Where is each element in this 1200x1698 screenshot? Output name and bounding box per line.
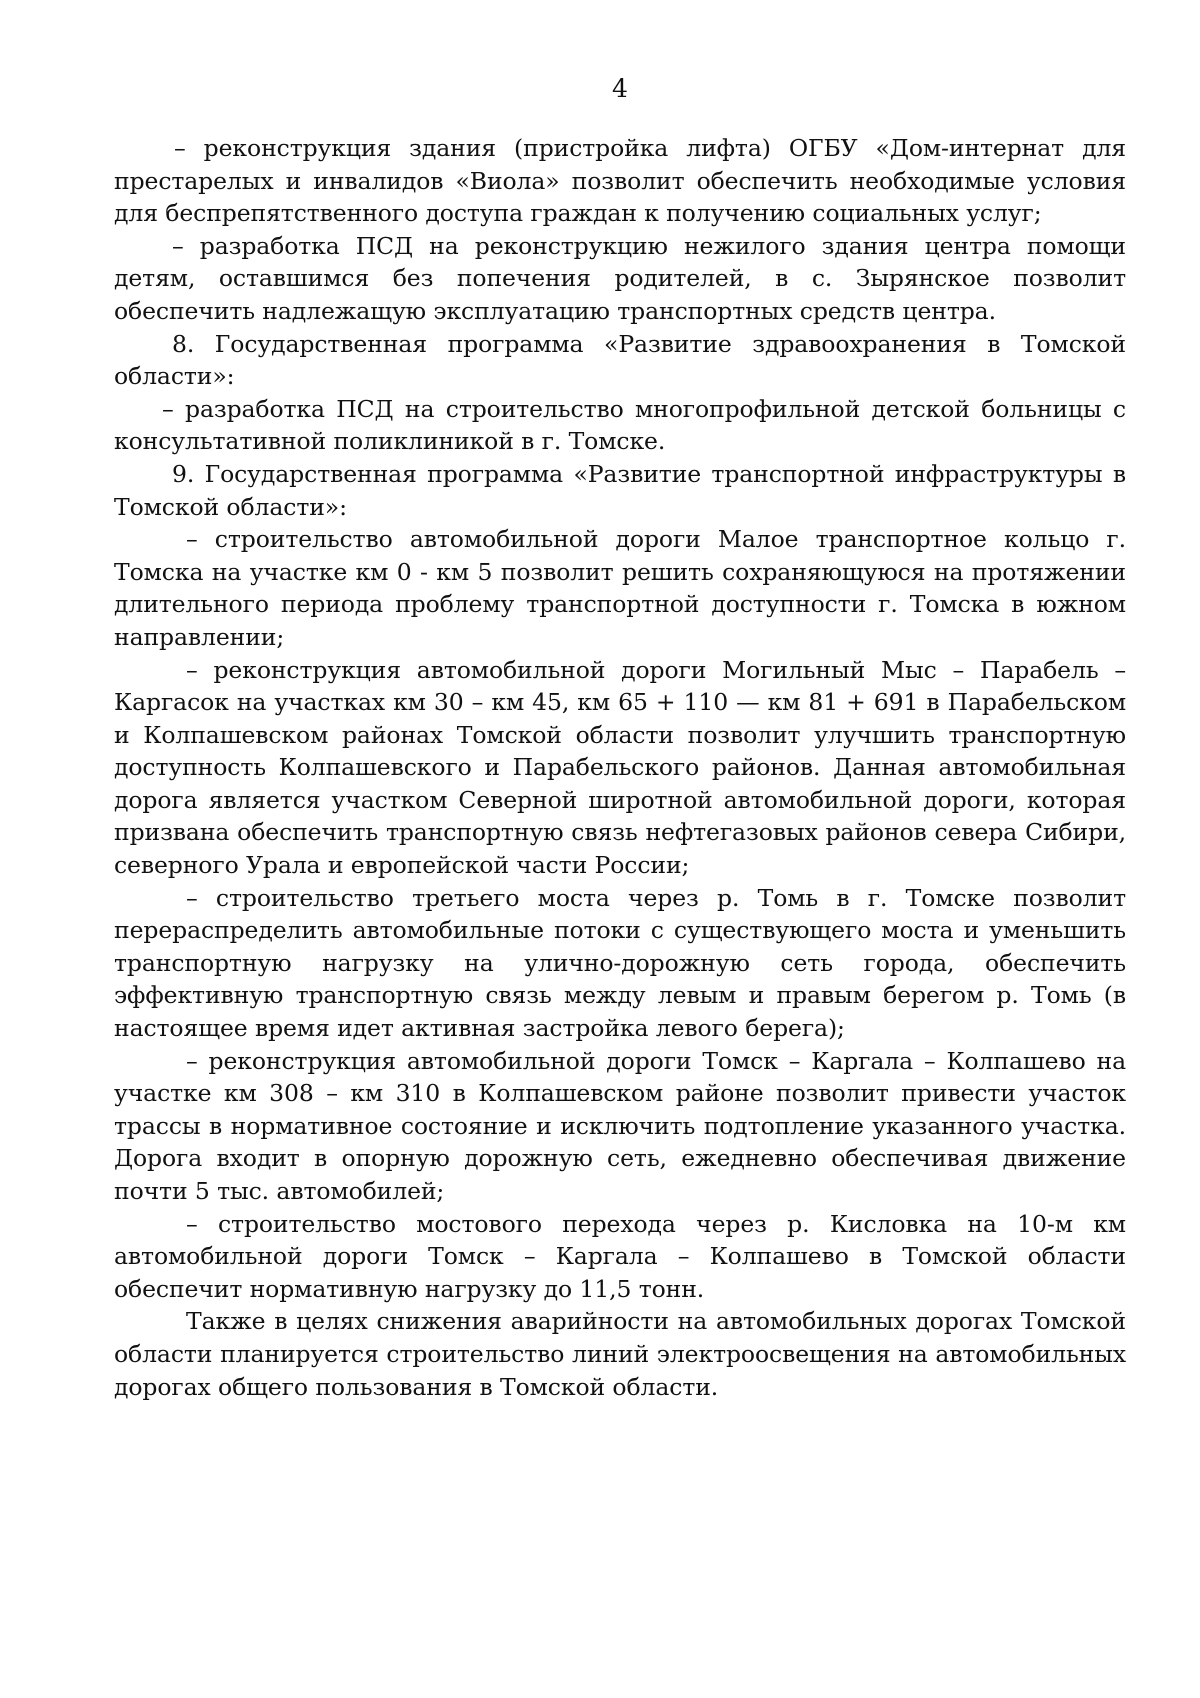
- paragraph-mogilny-mys-road: – реконструкция автомобильной дороги Могильный Мыс – Парабель – Каргасок на участках км 30 – км 45, км 65 + 110 — км 81 + 691 в Парабельском и Колпашевском районах Томской области позволит улучшить транспортную доступность Колпашевского и Парабельского районов. Данная автомобильная дорога является участком Северной широтной автомобильной дороги, которая призвана обеспечить транспортную связь нефтегазовых районов севера Сибири, северного Урала и европейской части России;: [114, 655, 1126, 880]
- paragraph-small-ring-road: – строительство автомобильной дороги Малое транспортное кольцо г. Томска на участке км 0 - км 5 позволит решить сохраняющуюся на протяжении длительного периода проблему транспортной доступности г. Томска в южном направлении;: [114, 525, 1126, 651]
- paragraph-tomsk-kargala-road: – реконструкция автомобильной дороги Томск – Каргала – Колпашево на участке км 308 – км 310 в Колпашевском районе позволит привести участок трассы в нормативное состояние и исключить подтопление указанного участка. Дорога входит в опорную дорожную сеть, ежедневно обеспечивая движение почти 5 тыс. автомобилей;: [114, 1046, 1126, 1205]
- paragraph-psd-childrens-center: – разработка ПСД на реконструкцию нежилого здания центра помощи детям, оставшимся без попечения родителей, в с. Зырянское позволит обеспечить надлежащую эксплуатацию транспортных средств центра.: [114, 231, 1126, 325]
- paragraph-third-bridge: – строительство третьего моста через р. Томь в г. Томске позволит перераспределить автомобильные потоки с существующего моста и уменьшить транспортную нагрузку на улично-дорожную сеть города, обеспечить эффективную транспортную связь между левым и правым берегом р. Томь (в настоящее время идет активная застройка левого берега);: [114, 883, 1126, 1043]
- document-body: [114, 132, 1126, 1403]
- paragraph-road-lighting: Также в целях снижения аварийности на автомобильных дорогах Томской области планируется строительство линий электроосвещения на автомобильных дорогах общего пользования в Томской области.: [114, 1307, 1126, 1401]
- paragraph-program-healthcare: 8. Государственная программа «Развитие здравоохранения в Томской области»:: [114, 329, 1126, 391]
- paragraph-kislovka-bridge: – строительство мостового перехода через р. Кисловка на 10-м км автомобильной дороги Томск – Каргала – Колпашево в Томской области обеспечит нормативную нагрузку до 11,5 тонн.: [114, 1209, 1126, 1303]
- paragraph-program-transport: 9. Государственная программа «Развитие транспортной инфраструктуры в Томской области»:: [114, 459, 1126, 521]
- page-number: 4: [612, 74, 628, 103]
- paragraph-lift-reconstruction: – реконструкция здания (пристройка лифта) ОГБУ «Дом-интернат для престарелых и инвалидов «Виола» позволит обеспечить необходимые условия для беспрепятственного доступа граждан к получению социальных услуг;: [114, 134, 1126, 228]
- paragraph-psd-childrens-hospital: – разработка ПСД на строительство многопрофильной детской больницы с консультативной поликлиникой в г. Томске.: [114, 394, 1126, 456]
